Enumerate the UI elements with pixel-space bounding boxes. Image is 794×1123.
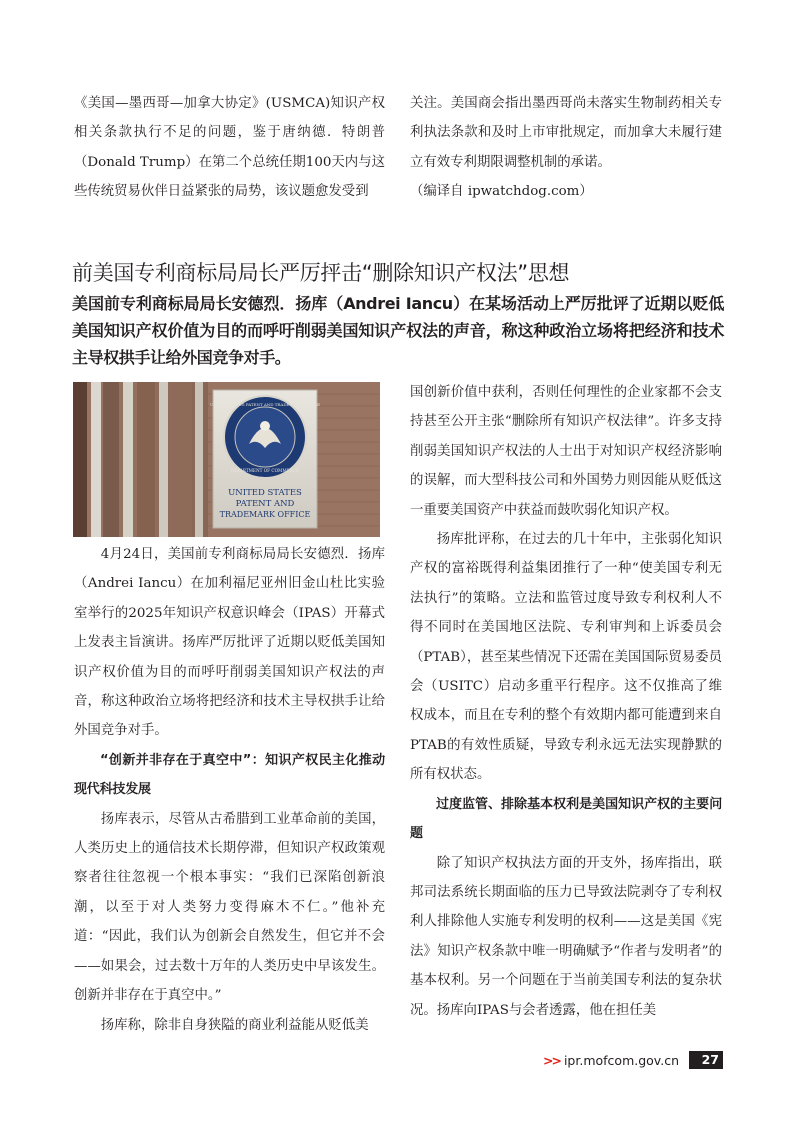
article-column-right xyxy=(410,378,722,1025)
sign-line-1: UNITED STATES xyxy=(228,488,302,498)
article-paragraph: 扬库称，除非自身狭隘的商业利益能从贬低美 xyxy=(100,1017,369,1033)
article-column-left xyxy=(74,540,385,1040)
article-paragraph: 4月24日，美国前专利商标局局长安德烈．扬库（Andrei Iancu）在加利福尼亚州旧金山杜比实验室举行的2025年知识产权意识峰会（IPAS）开幕式上发表主旨演讲。扬库严厉批评了近期以贬低美国知识产权价值为目的而呼吁削弱美国知识产权法的声音，称这种政治立场将把经济和技术主导权拱手让给外国竞争对手。 xyxy=(74,547,385,739)
page-number: 27 xyxy=(689,1051,723,1069)
article-paragraph: 扬库批评称，在过去的几十年中，主张弱化知识产权的富裕既得利益集团推行了一种“使美国专利无法执行”的策略。立法和监管过度导致专利权利人不得不同时在美国地区法院、专利审判和上诉委员会（PTAB），甚至某些情况下还需在美国国际贸易委员会（USITC）启动多重平行程序。这不仅推高了维权成本，而且在专利的整个有效期内都可能遭到来自PTAB的有效性质疑，导致专利永远无法实现静默的所有权状态。 xyxy=(410,532,722,783)
seal-top-text: UNITED STATES PATENT AND TRADEMARK OFFICE xyxy=(209,402,321,407)
seal-bottom-text: DEPARTMENT OF COMMERCE xyxy=(230,468,300,473)
article-paragraph: 扬库表示，尽管从古希腊到工业革命前的美国，人类历史上的通信技术长期停滞，但知识产权政策观察者往往忽视一个根本事实：“我们已深陷创新浪潮，以至于对人类努力变得麻木不仁。”他补充道：“因此，我们认为创新会自然发生，但它并不会——如果会，过去数十万年的人类历史中早该发生。创新并非存在于真空中。” xyxy=(74,811,385,1004)
article-paragraph: 除了知识产权执法方面的开支外，扬库指出，联邦司法系统长期面临的压力已导致法院剥夺了专利权利人排除他人实施专利发明的权利——这是美国《宪法》知识产权条款中唯一明确赋予“作者与发明者”的基本权利。另一个问题在于当前美国专利法的复杂状况。扬库向IPAS与会者透露，他在担任美 xyxy=(410,855,722,1018)
continued-column-right xyxy=(410,89,722,207)
sign-line-3: TRADEMARK OFFICE xyxy=(219,510,311,519)
page-footer xyxy=(543,1050,723,1070)
source-note: （编译自 ipwatchdog.com） xyxy=(410,184,593,200)
article-headline: 前美国专利商标局局长严厉抨击“删除知识产权法”思想 xyxy=(72,261,570,285)
continued-paragraph: 关注。美国商会指出墨西哥尚未落实生物制药相关专利执法条款和及时上市审批规定，而加拿大未履行建立有效专利期限调整机制的承诺。 xyxy=(410,96,722,170)
continued-column-left xyxy=(74,89,385,207)
section-subhead: 过度监管、排除基本权利是美国知识产权的主要问题 xyxy=(410,796,722,842)
uspto-sign-illustration xyxy=(73,382,380,537)
article-lead: 美国前专利商标局局长安德烈．扬库（Andrei Iancu）在某场活动上严厉批评了近期以贬低美国知识产权价值为目的而呼吁削弱美国知识产权法的声音，称这种政治立场将把经济和技术主导权拱手让给外国竞争对手。 xyxy=(72,294,724,367)
footer-website: ipr.mofcom.gov.cn xyxy=(563,1052,679,1068)
uspto-sign-photo xyxy=(73,382,380,537)
chevron-right-icon: >> xyxy=(543,1052,560,1068)
continued-paragraph: 《美国—墨西哥—加拿大协定》(USMCA)知识产权相关条款执行不足的问题，鉴于唐纳德．特朗普（Donald Trump）在第二个总统任期100天内与这些传统贸易伙伴日益紧张的局势，该议题愈发受到 xyxy=(74,96,385,200)
section-subhead: “创新并非存在于真空中”：知识产权民主化推动现代科技发展 xyxy=(74,752,385,798)
sign-line-2: PATENT AND xyxy=(235,499,295,509)
article-paragraph: 国创新价值中获利，否则任何理性的企业家都不会支持甚至公开主张“删除所有知识产权法律”。许多支持削弱美国知识产权法的人士出于对知识产权经济影响的误解，而大型科技公司和外国势力则因能从贬低这一重要美国资产中获益而鼓吹弱化知识产权。 xyxy=(410,385,722,518)
